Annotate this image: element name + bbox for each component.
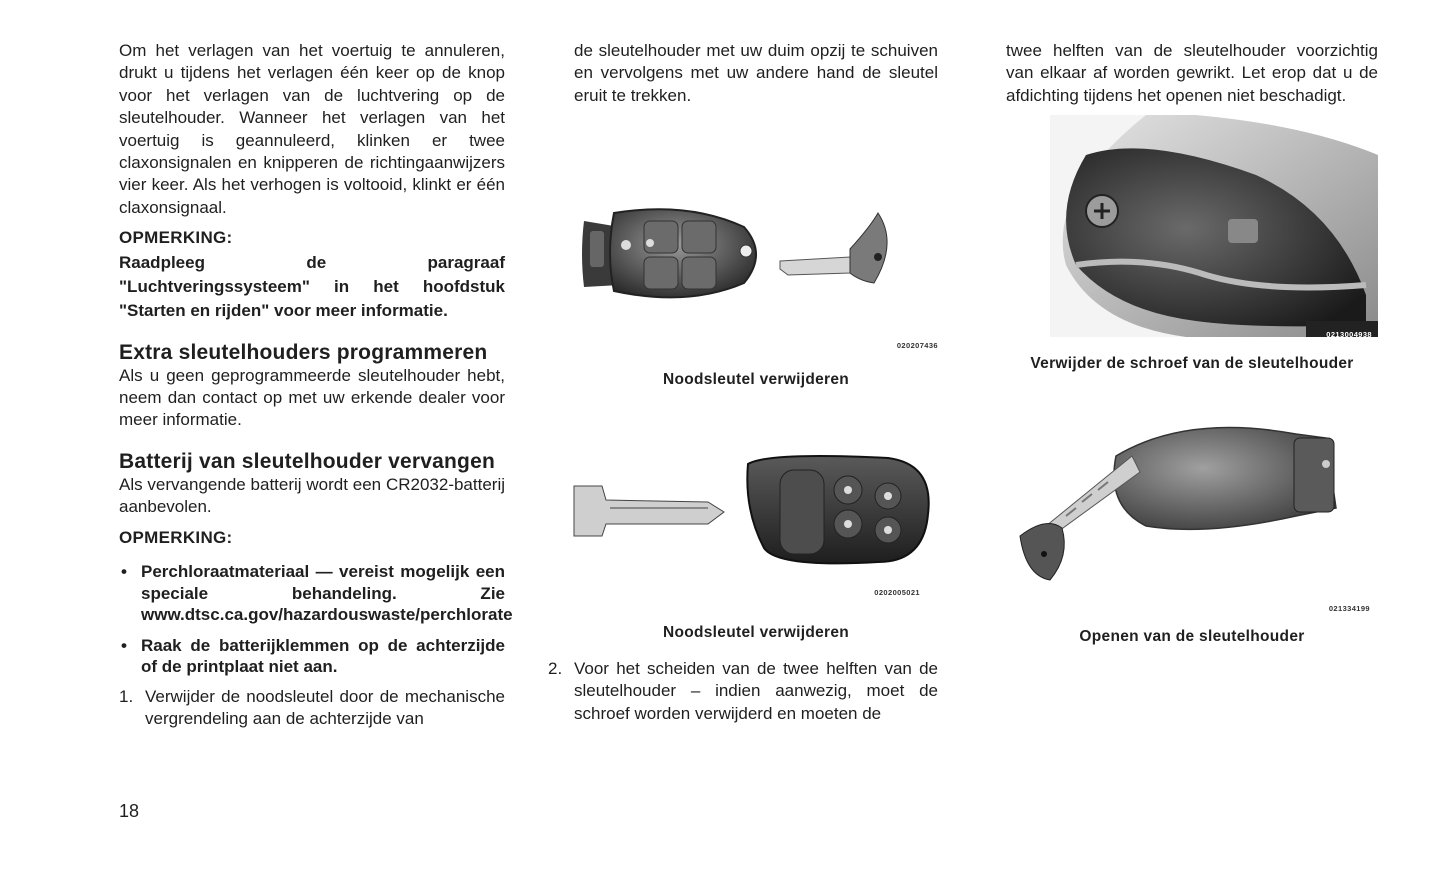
section-heading-programming: Extra sleutelhouders programmeren bbox=[119, 340, 488, 364]
continuation-paragraph: de sleutelhouder met uw duim opzij te schuiven en vervolgens met uw andere hand de sleutel eruit te trekken. bbox=[574, 41, 938, 105]
figure-code: 020207436 bbox=[896, 341, 938, 351]
smart-key-illustration-icon bbox=[548, 450, 938, 580]
section-body-programming: Als u geen geprogrammeerde sleutelhouder hebt, neem dan contact op met uw erkende dealer voor meer informatie. bbox=[119, 365, 505, 430]
figure-remove-screw bbox=[1006, 115, 1378, 340]
step-1 bbox=[119, 686, 505, 731]
step-number: 2. bbox=[548, 659, 563, 679]
continuation-paragraph: twee helften van de sleutelhouder voorzichtig van elkaar af worden gewrikt. Let erop dat u de afdichting tijdens het openen niet beschadigt. bbox=[1006, 41, 1378, 105]
bullet-icon: • bbox=[121, 635, 127, 655]
figure-code: 0202005021 bbox=[874, 587, 920, 597]
figure-caption-2: Noodsleutel verwijderen bbox=[662, 623, 850, 641]
figure-caption-4: Openen van de sleutelhouder bbox=[1079, 627, 1305, 645]
fob-open-illustration-icon bbox=[1006, 416, 1378, 598]
figure-emergency-key-1 bbox=[548, 187, 938, 357]
step-text: Verwijder de noodsleutel door de mechanische vergrendeling aan de achterzijde van bbox=[145, 686, 505, 728]
section-body-battery: Als vervangende batterij wordt een CR2032-batterij aanbevolen. bbox=[119, 474, 505, 517]
step-text: Voor het scheiden van de twee helften van de sleutelhouder – indien aanwezig, moet de schroef worden verwijderd en moeten de bbox=[574, 659, 938, 723]
page-number: 18 bbox=[119, 801, 140, 821]
step-number: 1. bbox=[119, 686, 134, 706]
right-column bbox=[1006, 40, 1378, 648]
note-heading-2: OPMERKING: bbox=[119, 527, 233, 547]
middle-column bbox=[548, 40, 938, 725]
note-heading-1: OPMERKING: bbox=[119, 228, 233, 248]
figure-caption-1: Noodsleutel verwijderen bbox=[662, 371, 850, 389]
warning-list bbox=[119, 561, 513, 678]
left-column bbox=[119, 40, 513, 730]
list-item: • Raak de batterijklemmen op de achterzijde of de printplaat niet aan. bbox=[121, 635, 505, 677]
figure-caption-3: Verwijder de schroef van de sleutelhouder bbox=[1030, 355, 1354, 373]
figure-open-fob bbox=[1006, 416, 1378, 612]
fob-key-illustration-icon bbox=[548, 187, 938, 327]
figure-emergency-key-2 bbox=[548, 450, 938, 600]
section-heading-battery: Batterij van sleutelhouder vervangen bbox=[119, 449, 495, 473]
figure-code: 021334199 bbox=[1328, 603, 1370, 613]
fob-screw-illustration-icon bbox=[1006, 115, 1378, 337]
figure-code: 0213004938 bbox=[1326, 330, 1372, 340]
note-body-1: Raadpleeg de paragraaf "Luchtveringssysteem" in het hoofdstuk "Starten en rijden" voor meer informatie. bbox=[119, 252, 505, 320]
list-item: • Perchloraatmateriaal — vereist mogelijk een speciale behandeling. Zie www.dtsc.ca.gov/hazardouswaste/perchlorate bbox=[121, 562, 513, 625]
intro-paragraph: Om het verlagen van het voertuig te annuleren, drukt u tijdens het verlagen één keer op de knop voor het verlagen van de luchtvering op de sleutelhouder. Wanneer het verlagen van het voertuig is geannuleerd, klinken er twee claxonsignalen en knipperen de richtingaanwijzers vier keer. Als het verhogen is voltooid, klinkt er één claxonsignaal. bbox=[119, 41, 505, 217]
step-2 bbox=[548, 658, 938, 725]
bullet-icon: • bbox=[121, 562, 127, 582]
